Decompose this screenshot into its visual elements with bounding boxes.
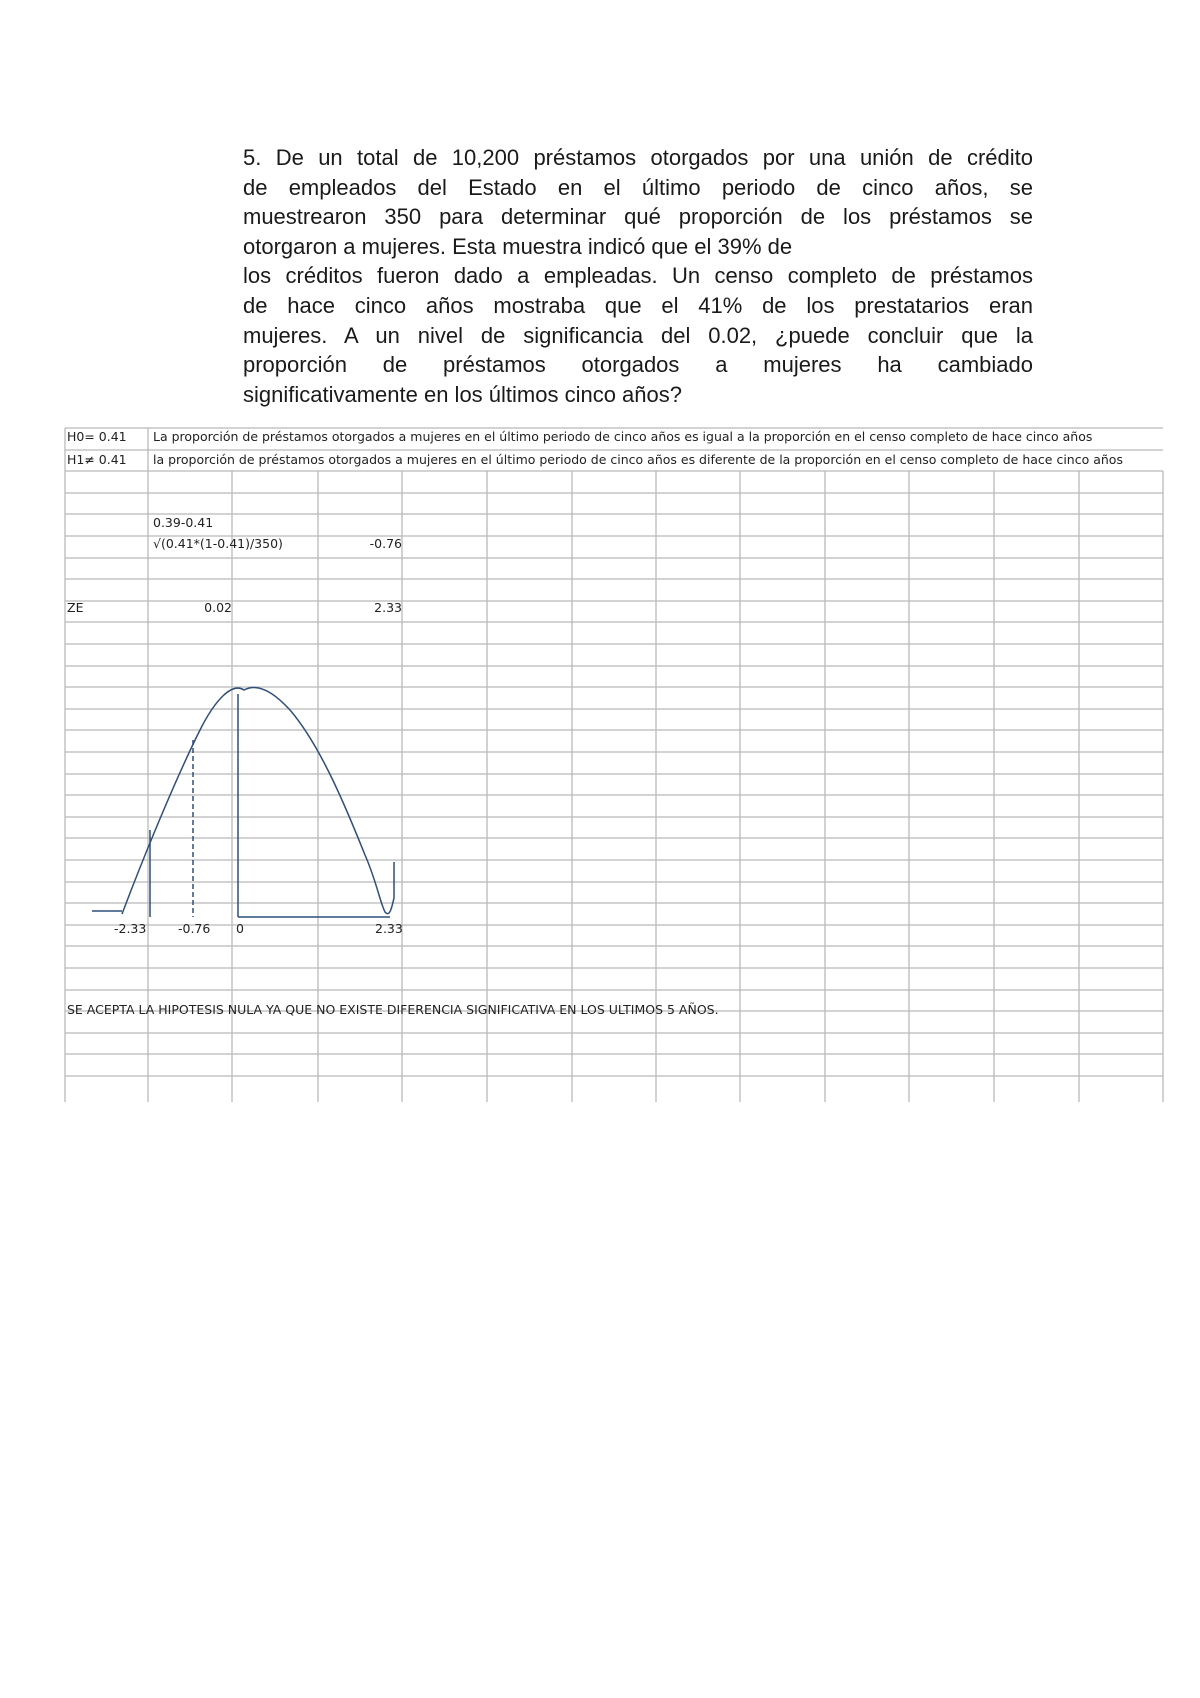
h1-label: H1≠ 0.41 [67, 452, 127, 467]
h0-label: H0= 0.41 [67, 429, 127, 444]
axis-label: -2.33 [114, 921, 147, 936]
problem-line: mujeres. A un nivel de significancia del 0.02, ¿puede concluir que la [243, 322, 1033, 348]
axis-label: -0.76 [178, 921, 211, 936]
z-critical-value: 2.33 [374, 600, 402, 615]
problem-line: de hace cinco años mostraba que el 41% de los prestatarios eran [243, 292, 1033, 318]
axis-label: 2.33 [375, 921, 403, 936]
problem-line: muestrearon 350 para determinar qué proporción de los préstamos se [243, 204, 1033, 230]
conclusion-text: SE ACEPTA LA HIPOTESIS NULA YA QUE NO EXISTE DIFERENCIA SIGNIFICATIVA EN LOS ULTIMOS 5 AÑOS. [67, 1002, 719, 1017]
problem-line: proporción de préstamos otorgados a mujeres ha cambiado [243, 352, 1033, 378]
formula-denominator: √(0.41*(1-0.41)/350) [153, 536, 283, 551]
formula-numerator: 0.39-0.41 [153, 515, 214, 530]
bell-curve [122, 687, 394, 914]
zt-label: ZE [67, 600, 84, 615]
problem-line: los créditos fueron dado a empleadas. Un censo completo de préstamos [243, 263, 1033, 289]
h1-text: la proporción de préstamos otorgados a mujeres en el último periodo de cinco años es diferente de la proporción en el censo completo de hace cinco años [153, 452, 1123, 467]
alpha-value: 0.02 [204, 600, 232, 615]
problem-line: significativamente en los últimos cinco años? [243, 381, 683, 407]
axis-label: 0 [236, 921, 244, 936]
problem-line: 5. De un total de 10,200 préstamos otorgados por una unión de crédito [243, 145, 1033, 170]
z-value: -0.76 [369, 536, 402, 551]
h0-text: La proporción de préstamos otorgados a mujeres en el último periodo de cinco años es igual a la proporción en el censo completo de hace cinco años [153, 429, 1093, 444]
problem-line: otorgaron a mujeres. Esta muestra indicó que el 39% de [243, 233, 793, 259]
problem-line: de empleados del Estado en el último periodo de cinco años, se [243, 174, 1033, 200]
